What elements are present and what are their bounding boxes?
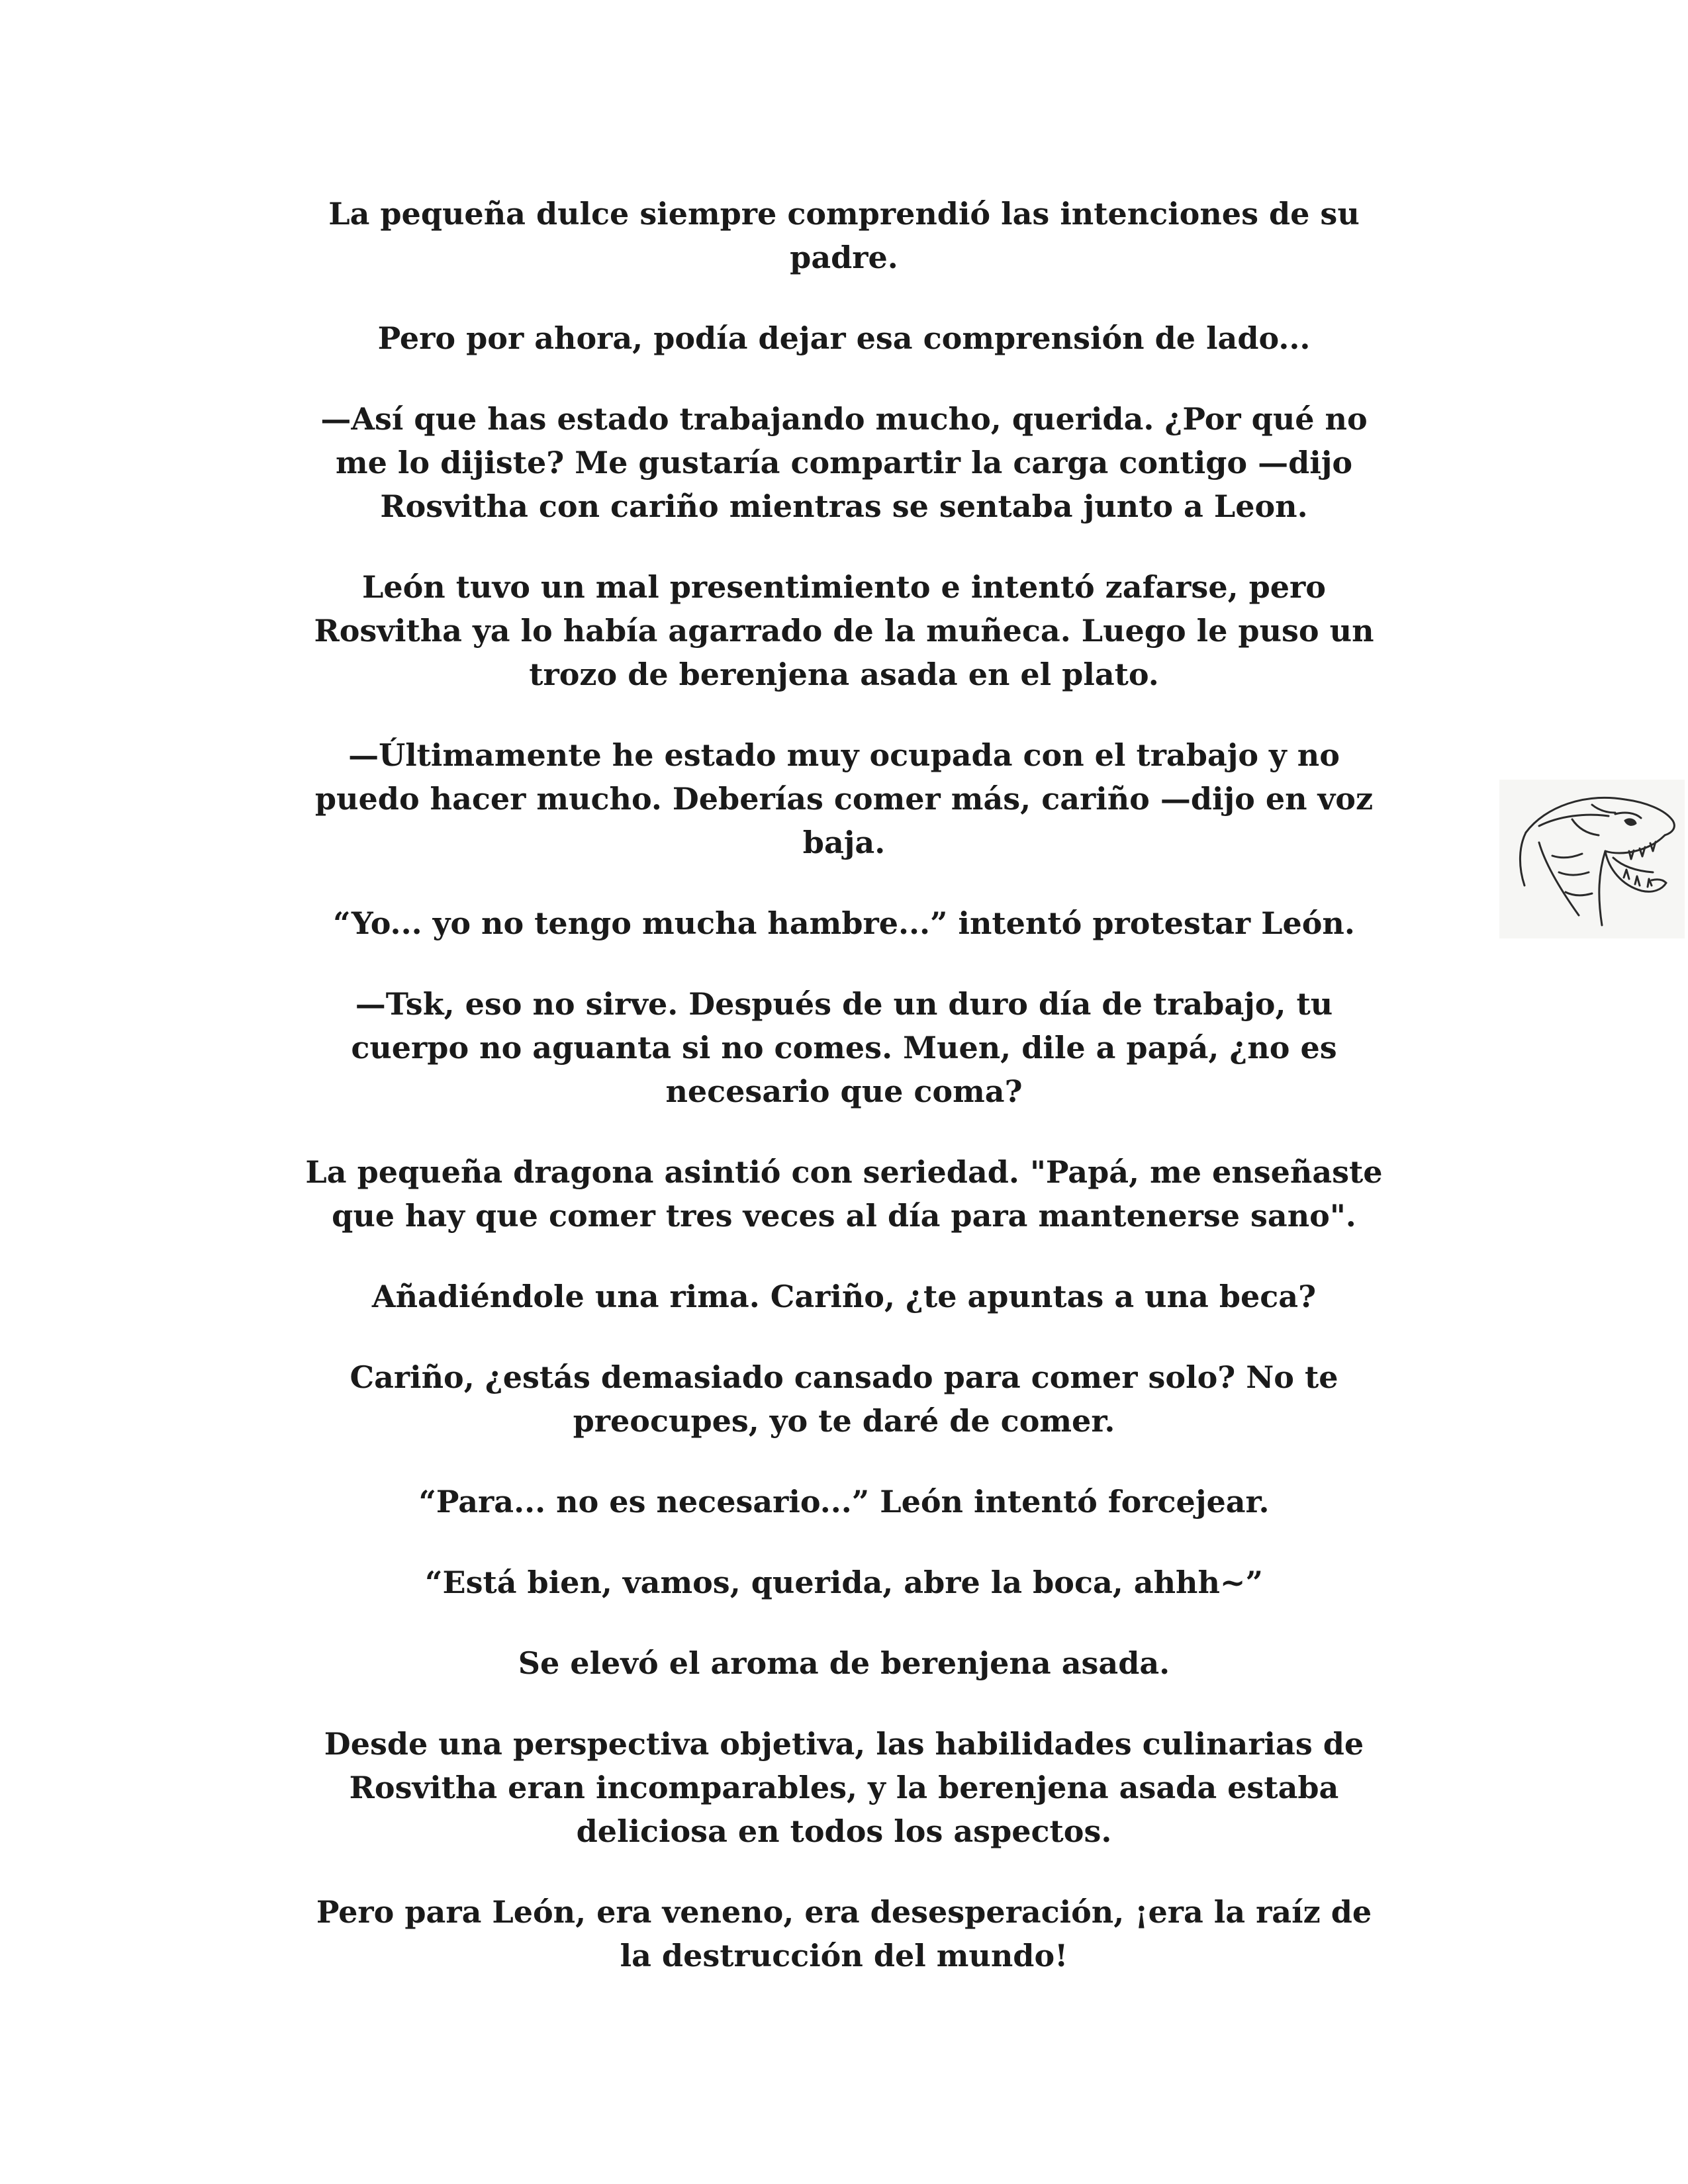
document-body xyxy=(232,192,1456,2015)
paragraph-7: —Tsk, eso no sirve. Después de un duro día de trabajo, tu cuerpo no aguanta si no comes. Muen, dile a papá, ¿no es necesario que coma? xyxy=(351,986,1337,1109)
paragraph-14: Desde una perspectiva objetiva, las habilidades culinarias de Rosvitha eran incomparables, y la berenjena asada estaba deliciosa en todos los aspectos. xyxy=(324,1726,1364,1849)
paragraph-2: Pero por ahora, podía dejar esa comprensión de lado... xyxy=(377,320,1311,356)
paragraph-9: Añadiéndole una rima. Cariño, ¿te apuntas a una beca? xyxy=(371,1279,1317,1314)
paragraph-13: Se elevó el aroma de berenjena asada. xyxy=(518,1645,1170,1681)
paragraph-5: —Últimamente he estado muy ocupada con el trabajo y no puedo hacer mucho. Deberías comer más, cariño —dijo en voz baja. xyxy=(314,737,1374,860)
paragraph-10: Cariño, ¿estás demasiado cansado para comer solo? No te preocupes, yo te daré de comer. xyxy=(350,1359,1338,1439)
paragraph-1: La pequeña dulce siempre comprendió las intenciones de su padre. xyxy=(328,196,1360,275)
paragraph-12: “Está bien, vamos, querida, abre la boca, ahhh~” xyxy=(425,1565,1263,1600)
paragraph-15: Pero para León, era veneno, era desesperación, ¡era la raíz de la destrucción del mundo! xyxy=(316,1894,1372,1974)
paragraph-8: La pequeña dragona asintió con seriedad. "Papá, me enseñaste que hay que comer tres veces al día para mantenerse sano". xyxy=(305,1154,1383,1234)
paragraph-3: —Así que has estado trabajando mucho, querida. ¿Por qué no me lo dijiste? Me gustaría compartir la carga contigo —dijo Rosvitha con cariño mientras se sentaba junto a Leon. xyxy=(320,401,1368,524)
paragraph-4: León tuvo un mal presentimiento e intentó zafarse, pero Rosvitha ya lo había agarrado de la muñeca. Luego le puso un trozo de berenjena asada en el plato. xyxy=(314,569,1374,692)
paragraph-11: “Para... no es necesario...” León intentó forcejear. xyxy=(418,1484,1270,1520)
dinosaur-head-sketch-icon xyxy=(1499,780,1685,938)
paragraph-6: “Yo... yo no tengo mucha hambre...” intentó protestar León. xyxy=(333,905,1355,941)
